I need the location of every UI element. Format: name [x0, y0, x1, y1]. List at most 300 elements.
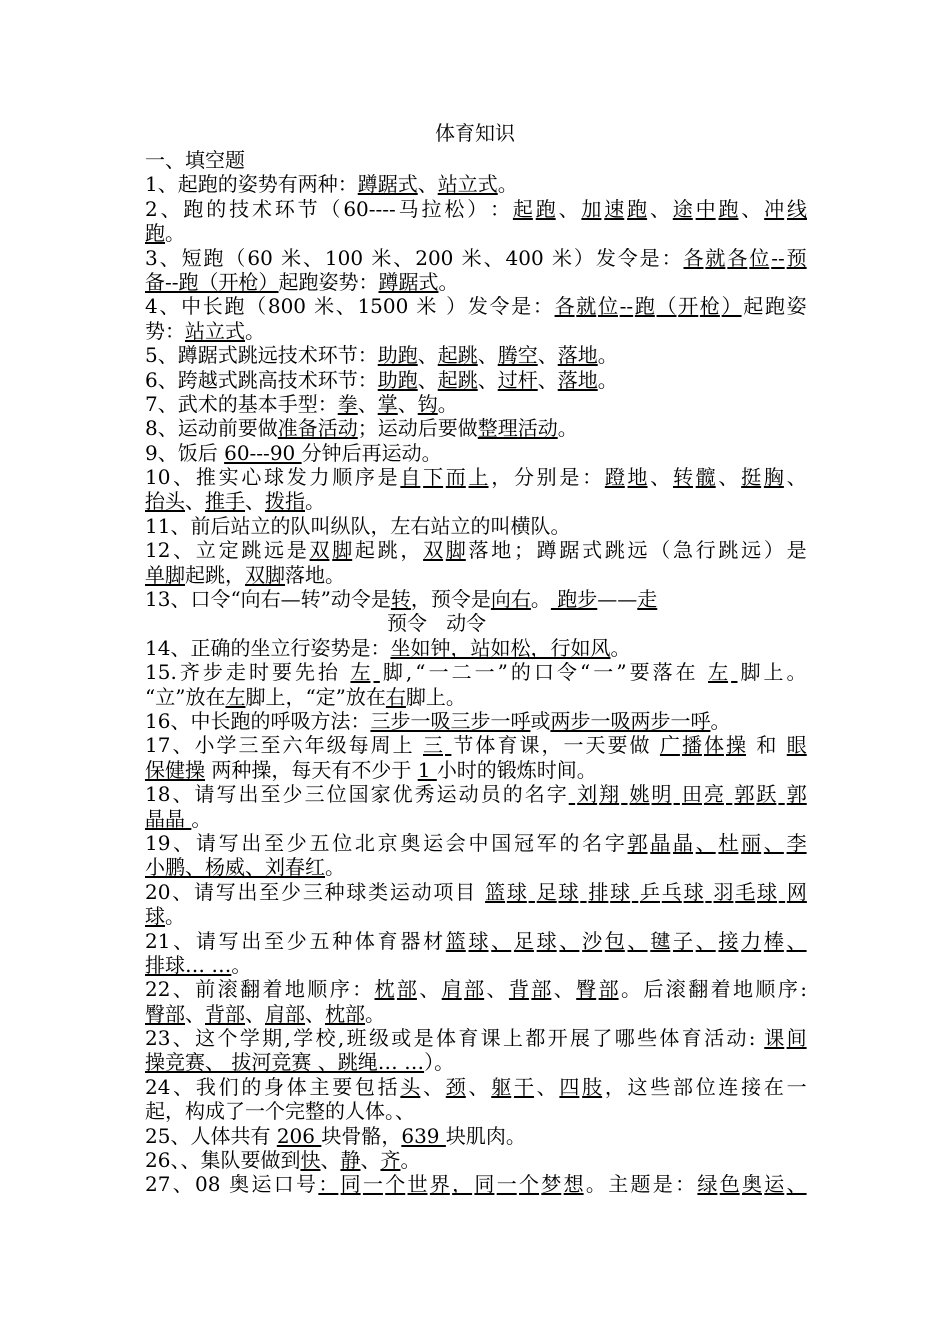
line-text: 出	[241, 830, 262, 855]
document-body	[145, 148, 807, 1197]
line-text: ：	[532, 294, 553, 319]
answer-blank: 足	[513, 928, 534, 953]
text-line	[145, 221, 807, 245]
text-line	[145, 587, 807, 611]
answer-blank: 跑	[145, 221, 165, 246]
line-text: 、	[172, 1172, 193, 1197]
line-text: 走	[225, 660, 246, 685]
line-text: 。	[305, 489, 325, 514]
line-text: 远	[264, 538, 285, 563]
line-text: 着	[262, 977, 283, 1002]
answer-blank: 、	[559, 928, 580, 953]
line-text: （	[225, 245, 246, 270]
line-text	[477, 880, 483, 904]
line-text: 些	[637, 1026, 658, 1051]
line-text: 写	[216, 782, 237, 807]
line-text: 时	[248, 660, 269, 685]
line-text: 9、饭后	[145, 440, 225, 465]
line-text: 接	[741, 1074, 762, 1099]
line-text: 起	[743, 294, 764, 319]
line-text: 要	[271, 660, 292, 685]
text-line	[145, 1172, 807, 1196]
answer-blank: 头	[400, 1074, 421, 1099]
line-text: 、	[486, 977, 507, 1002]
answer-blank: 位	[597, 294, 618, 319]
answer-blank	[674, 782, 680, 806]
line-text: 、	[159, 294, 180, 319]
line-text: “立”放在	[145, 684, 226, 709]
answer-blank: 快	[300, 1148, 321, 1173]
line-text: 运	[251, 1172, 272, 1197]
line-text: 10	[145, 465, 171, 490]
answer-blank: ，	[452, 1172, 473, 1197]
line-text: ：	[661, 245, 682, 270]
answer-blank: 世	[407, 1172, 428, 1197]
line-text: ,	[337, 1026, 345, 1051]
line-text: 令	[617, 245, 638, 270]
answer-blank: 拨指	[265, 489, 305, 514]
answer-blank: 速	[604, 196, 625, 221]
line-text: 或	[530, 708, 551, 733]
line-text: 。	[165, 221, 185, 246]
line-text: 至	[259, 879, 280, 904]
line-text: 要	[332, 1074, 353, 1099]
line-text: ，	[491, 465, 512, 490]
line-text: 学	[216, 733, 237, 758]
line-text: 。	[597, 367, 618, 392]
line-text: 。	[597, 343, 618, 368]
line-text: 身	[264, 1074, 285, 1099]
line-text: 是	[786, 538, 807, 563]
text-line	[145, 270, 807, 294]
line-text: 会	[445, 830, 466, 855]
answer-blank: 间	[786, 1026, 807, 1051]
line-text: 跳	[718, 538, 739, 563]
line-text: 两种操，每天有不少于	[205, 757, 418, 782]
line-text: 令	[489, 294, 510, 319]
line-text: ——	[597, 587, 638, 612]
answer-blank: 就	[576, 294, 597, 319]
line-text: 位	[332, 830, 353, 855]
answer-blank: 脚	[445, 538, 466, 563]
line-text: 顺	[307, 977, 328, 1002]
line-text: 在	[675, 660, 696, 685]
line-text: 请	[193, 879, 214, 904]
answer-blank	[529, 880, 535, 904]
line-text: 、	[537, 367, 558, 392]
answer-blank: 、	[695, 830, 716, 855]
line-text: 请	[195, 928, 216, 953]
text-line	[145, 611, 807, 635]
line-text: 、	[357, 391, 378, 416]
answer-blank: 部	[531, 977, 552, 1002]
answer-blank: 干	[513, 1074, 534, 1099]
line-text: 7、武术的基本手型：	[145, 391, 338, 416]
line-text: ：	[352, 977, 373, 1002]
text-line	[145, 294, 807, 318]
line-text	[652, 733, 658, 757]
answer-blank: 一	[362, 1172, 383, 1197]
line-text: 种	[332, 928, 353, 953]
answer-blank: 广	[659, 733, 680, 758]
answer-blank: 枪	[699, 294, 720, 319]
answer-blank: 预	[786, 245, 807, 270]
line-text: 学	[293, 1026, 314, 1051]
line-text: 400	[505, 245, 551, 270]
line-text: 材	[423, 928, 444, 953]
answer-blank: 颈	[445, 1074, 466, 1099]
line-text: 名	[524, 782, 545, 807]
line-text: 200	[415, 245, 460, 270]
line-text: 动	[726, 1026, 747, 1051]
line-text: 分	[513, 465, 534, 490]
line-text: 、	[245, 489, 265, 514]
text-line	[145, 343, 807, 367]
answer-blank: ）	[721, 294, 742, 319]
text-line	[145, 831, 807, 855]
answer-blank: 田	[681, 782, 702, 807]
line-text: 米	[281, 245, 302, 270]
line-text: 块肌肉。	[445, 1123, 526, 1148]
line-text: 是	[377, 465, 398, 490]
text-line	[145, 758, 807, 782]
line-text: 主	[608, 1172, 629, 1197]
line-text: 至	[264, 928, 285, 953]
line-text: 是	[639, 245, 660, 270]
line-text: 课	[480, 1026, 501, 1051]
text-line	[145, 538, 807, 562]
line-text: 脚上，“定”放在	[245, 684, 386, 709]
line-text: 、	[468, 1074, 489, 1099]
line-text	[778, 733, 784, 757]
line-text: 节	[297, 196, 318, 221]
answer-blank: 背部	[205, 1001, 245, 1026]
line-text: 发	[595, 245, 616, 270]
line-text: 术	[251, 196, 272, 221]
line-text: 滚	[665, 977, 686, 1002]
line-text: 少	[281, 879, 302, 904]
line-text: 地	[284, 977, 305, 1002]
answer-blank: 落地	[557, 367, 598, 392]
line-text: 15.	[145, 660, 177, 685]
line-text: 位	[695, 1074, 716, 1099]
text-line	[145, 1002, 807, 1026]
text-line	[145, 416, 807, 440]
line-text: 。	[165, 904, 185, 929]
answer-blank: 、	[786, 928, 807, 953]
line-text: 、	[553, 977, 574, 1002]
answer-blank: 转	[390, 587, 411, 612]
line-text: ）	[467, 196, 488, 221]
line-text: 。	[365, 1001, 385, 1026]
text-line	[145, 465, 807, 489]
answer-blank: 翔	[599, 782, 620, 807]
line-text: （	[650, 538, 671, 563]
answer-blank: 梦	[541, 1172, 562, 1197]
answer-blank: 足	[536, 879, 557, 904]
line-text: 落	[468, 538, 489, 563]
answer-blank: 落地	[557, 343, 598, 368]
line-text: 米	[416, 294, 437, 319]
text-line	[145, 1099, 807, 1123]
answer-blank: 羽	[713, 879, 734, 904]
answer-blank	[621, 782, 627, 806]
line-text: 学	[239, 1026, 260, 1051]
line-text: 、	[172, 879, 193, 904]
answer-blank: 起	[512, 196, 533, 221]
answer-blank: 、	[763, 830, 784, 855]
answer-blank: 部	[464, 977, 485, 1002]
line-text: 定	[218, 538, 239, 563]
line-text: 地	[733, 977, 754, 1002]
line-text: 每	[348, 733, 369, 758]
line-text: 小	[194, 733, 215, 758]
line-text: 上	[763, 660, 784, 685]
line-text: 、	[741, 196, 762, 221]
line-text: 。	[245, 318, 265, 343]
line-text: 分钟后再运动。	[301, 440, 442, 465]
line-text: 、	[335, 294, 356, 319]
answer-blank: 背	[508, 977, 529, 1002]
answer-blank: 加	[581, 196, 602, 221]
line-text: 技	[229, 196, 250, 221]
line-text: 。	[530, 587, 551, 612]
answer-blank: 球	[468, 928, 489, 953]
line-text: 出	[241, 928, 262, 953]
line-text: 25、人体共有	[145, 1123, 277, 1148]
answer-blank: 毽	[650, 928, 671, 953]
line-text: 脚	[740, 660, 761, 685]
line-text: 翻	[240, 977, 261, 1002]
answer-blank: 奥	[741, 1172, 762, 1197]
text-line	[145, 685, 807, 709]
answer-blank: 播	[681, 733, 702, 758]
answer-blank: 位	[749, 245, 770, 270]
line-text: 齐	[179, 660, 200, 685]
text-line	[145, 1124, 807, 1148]
line-text: 做	[629, 733, 650, 758]
line-text: 节	[453, 733, 474, 758]
line-text: 起	[354, 538, 375, 563]
line-text: 心	[241, 465, 262, 490]
answer-blank: 双	[423, 538, 444, 563]
line-text: 北	[354, 830, 375, 855]
line-text: 、	[483, 245, 504, 270]
line-text: 、	[305, 1001, 325, 1026]
line-text: 步	[202, 660, 223, 685]
line-text: 开	[547, 1026, 568, 1051]
line-text: 地	[491, 538, 512, 563]
line-text: 预令 动令	[387, 611, 487, 636]
answer-blank: 各	[683, 245, 704, 270]
line-text: 。	[231, 952, 252, 977]
line-text: 课	[519, 733, 540, 758]
line-text: 跑	[224, 294, 245, 319]
answer-blank: 跑	[718, 196, 739, 221]
line-text: 目	[455, 879, 476, 904]
answer-blank: 跑	[627, 196, 648, 221]
line-text: 26、、集队要做到	[145, 1148, 301, 1173]
line-text: 员	[480, 782, 501, 807]
line-text: 远	[627, 538, 648, 563]
answer-blank: 亮	[703, 782, 724, 807]
answer-blank: 开	[678, 294, 699, 319]
line-text: 13、口令“向右—转”动令是	[145, 587, 391, 612]
line-text: 19	[145, 830, 171, 855]
answer-blank: 篮	[445, 928, 466, 953]
line-text: 1、起跑的姿势有两种：	[145, 172, 358, 197]
line-text: 20	[145, 879, 171, 904]
text-line	[145, 392, 807, 416]
line-text: 起跳，	[185, 562, 245, 587]
text-line	[145, 953, 807, 977]
line-text: 位	[326, 782, 347, 807]
line-text: 立	[195, 538, 216, 563]
answer-blank: 绿	[697, 1172, 718, 1197]
line-text: ”	[616, 660, 627, 685]
line-text: 、	[160, 196, 181, 221]
text-line	[145, 709, 807, 733]
line-text: 国	[348, 782, 369, 807]
line-text: 、	[397, 391, 418, 416]
answer-blank	[445, 733, 451, 757]
line-text: 、	[173, 830, 194, 855]
line-text: 一、填空题	[145, 148, 245, 172]
line-text: 动	[411, 879, 432, 904]
line-text: 秀	[414, 782, 435, 807]
answer-blank: 蹲踞式	[357, 172, 418, 197]
line-text: ）	[446, 294, 467, 319]
line-text: 先	[295, 660, 315, 685]
line-text: ，	[400, 538, 421, 563]
text-line	[145, 246, 807, 270]
line-text: 小时的锻炼时间。	[436, 757, 597, 782]
line-text: 落	[652, 660, 673, 685]
answer-blank: 丽	[741, 830, 762, 855]
line-text: 米	[314, 294, 335, 319]
line-text: 。	[438, 269, 459, 294]
text-line	[145, 977, 807, 1001]
line-text: 口	[533, 660, 554, 685]
answer-blank: 力	[741, 928, 762, 953]
text-line	[145, 1026, 807, 1050]
answer-blank: 沙	[582, 928, 603, 953]
answer-blank: 刘	[577, 782, 598, 807]
line-text: 奥	[229, 1172, 250, 1197]
line-text: 米	[551, 245, 572, 270]
line-text: （	[320, 196, 341, 221]
answer-blank: 掌	[377, 391, 398, 416]
answer-blank: 界	[429, 1172, 450, 1197]
line-text: 08	[195, 1172, 227, 1197]
line-text: 跑	[203, 245, 224, 270]
line-text: 远	[741, 538, 762, 563]
text-line	[145, 782, 807, 806]
line-text: 着	[710, 977, 731, 1002]
line-text: ；运动后要做	[357, 416, 478, 441]
text-line	[145, 197, 807, 221]
text-line	[145, 441, 807, 465]
answer-blank: 1	[417, 757, 437, 782]
line-text: 、	[173, 1074, 194, 1099]
answer-blank: 腾空	[497, 343, 538, 368]
text-line	[145, 319, 807, 343]
line-text: 米	[371, 245, 392, 270]
line-text: 写	[215, 879, 236, 904]
line-text: 8、运动前要做	[145, 416, 278, 441]
line-text: 、	[536, 1074, 557, 1099]
line-text: 、	[245, 1001, 265, 1026]
line-text: 22	[145, 977, 171, 1002]
line-text: 、	[172, 782, 193, 807]
line-text: “	[415, 660, 426, 685]
line-text: 马	[398, 196, 419, 221]
line-text: 跳	[241, 538, 262, 563]
answer-blank: 肢	[582, 1074, 603, 1099]
answer-blank: 转	[672, 465, 693, 490]
line-text: 中	[468, 830, 489, 855]
answer-blank: 球	[506, 879, 527, 904]
line-text: 、	[649, 196, 670, 221]
answer-blank: 蹲踞式	[378, 269, 439, 294]
line-text: 动	[458, 782, 479, 807]
answer-blank: 左	[225, 684, 246, 709]
line-text: 体	[659, 1026, 680, 1051]
answer-blank: 起跳	[437, 367, 478, 392]
line-text: 个	[217, 1026, 238, 1051]
answer-blank: 上	[468, 465, 489, 490]
answer-blank: 枕部	[325, 1001, 365, 1026]
text-line	[145, 880, 807, 904]
line-text: 势：	[145, 318, 185, 343]
line-text: 跑	[764, 294, 785, 319]
line-text: 翻	[688, 977, 709, 1002]
line-text: 六	[282, 733, 303, 758]
line-text: 。	[497, 172, 518, 197]
line-text: 部	[672, 1074, 693, 1099]
answer-blank: 排球… …	[145, 952, 232, 977]
line-text: 、	[172, 977, 193, 1002]
line-text: 11、前后站立的队叫纵队，左右站立的叫横队。	[145, 513, 571, 538]
line-text: 这	[195, 1026, 216, 1051]
line-text: ,	[284, 1026, 291, 1051]
line-text: 们	[218, 1074, 239, 1099]
answer-blank: 助跑	[377, 367, 418, 392]
line-text: 一	[786, 1074, 807, 1099]
answer-blank: 杜	[718, 830, 739, 855]
line-text: 滚	[217, 977, 238, 1002]
line-text: 、	[320, 1148, 341, 1173]
line-text: 的	[510, 660, 531, 685]
answer-blank: 跑	[634, 294, 655, 319]
answer-blank: 乓	[661, 879, 682, 904]
text-line	[145, 368, 807, 392]
line-text: 姿	[786, 294, 807, 319]
answer-blank: 备--跑（开枪）	[145, 269, 279, 294]
line-text: ）。	[424, 1050, 455, 1075]
line-text: 。	[325, 855, 345, 880]
line-text: 。	[557, 416, 578, 441]
answer-blank: 各	[727, 245, 748, 270]
line-text: 。	[620, 977, 641, 1002]
line-text: 项	[433, 879, 454, 904]
line-text: 球	[264, 465, 285, 490]
answer-blank: 眼	[786, 733, 807, 758]
line-text: 要	[607, 733, 628, 758]
line-text: 序	[777, 977, 798, 1002]
line-text: 、	[159, 245, 180, 270]
answer-blank: 冲	[764, 196, 785, 221]
